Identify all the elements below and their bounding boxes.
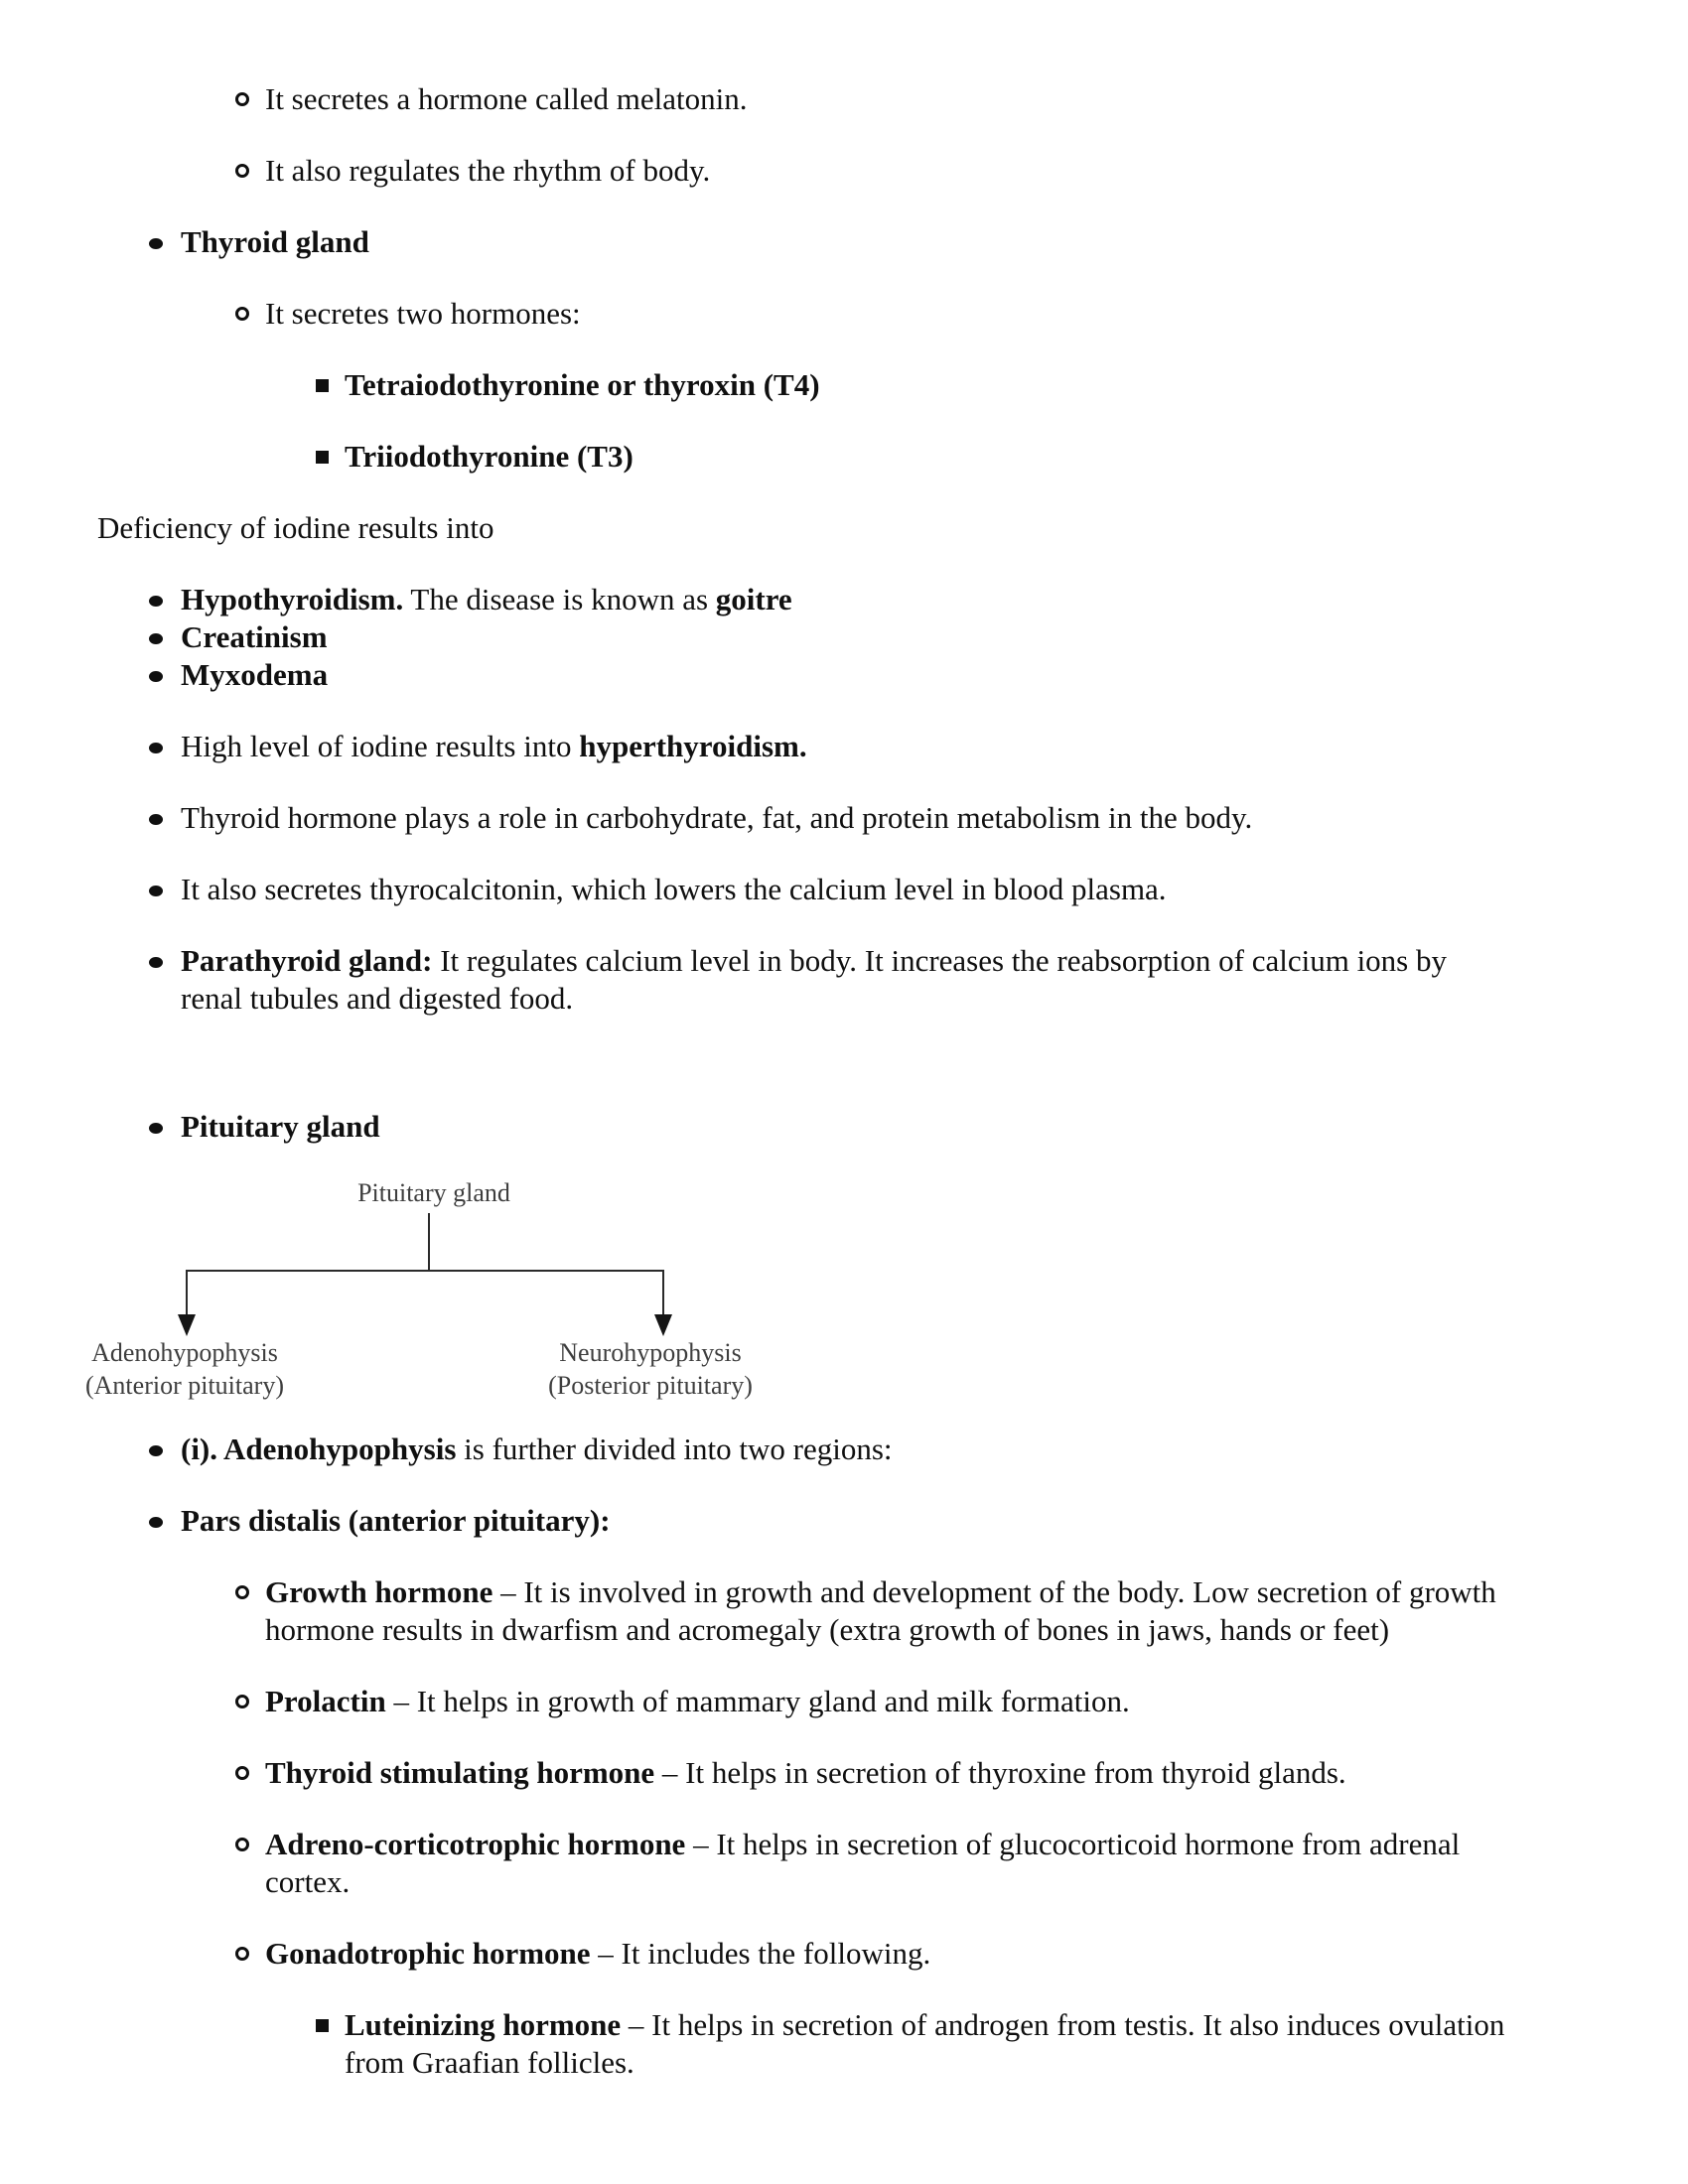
list-item-text: Creatinism xyxy=(181,619,328,654)
item-growth-hormone xyxy=(0,1573,1668,1649)
item-hypothyroidism xyxy=(0,581,1668,618)
circle-bullet-icon xyxy=(235,164,249,178)
item-thyroid-gland xyxy=(0,223,1668,261)
adenohypophysis-label: Adenohypophysis xyxy=(91,1338,278,1367)
diagram-stem-line xyxy=(428,1213,430,1270)
list-item-text: It also secretes thyrocalcitonin, which lowers the calcium level in blood plasma. xyxy=(181,872,1167,906)
circle-bullet-icon xyxy=(235,1695,249,1708)
para-iodine-deficiency xyxy=(0,509,1668,547)
diagram-right-drop-line xyxy=(662,1270,664,1316)
notes-list-bottom xyxy=(0,1431,1668,2082)
item-high-iodine xyxy=(0,728,1668,765)
disc-bullet-icon xyxy=(149,238,163,249)
list-item-text: It also regulates the rhythm of body. xyxy=(265,153,711,188)
item-myxodema xyxy=(0,656,1668,694)
item-pars-distalis xyxy=(0,1502,1668,1540)
item-adenohypophysis-division xyxy=(0,1431,1668,1468)
list-item-text: High level of iodine results into hyperthyroidism. xyxy=(181,729,807,763)
list-item-text: It secretes a hormone called melatonin. xyxy=(265,81,748,116)
posterior-pituitary-label: (Posterior pituitary) xyxy=(548,1371,753,1400)
pituitary-gland-diagram xyxy=(0,1167,1668,1414)
neurohypophysis-label: Neurohypophysis xyxy=(559,1338,742,1367)
item-creatinism xyxy=(0,618,1668,656)
item-thyrocalcitonin xyxy=(0,871,1668,908)
disc-bullet-icon xyxy=(149,633,163,644)
item-adreno-corticotrophic-hormone xyxy=(0,1826,1668,1901)
item-two-hormones xyxy=(0,295,1668,333)
list-item-text: Growth hormone – It is involved in growth and development of the body. Low secretion of growth hormone results in dwarfism and acromegaly (extra growth of bones in jaws, hands or feet) xyxy=(265,1574,1496,1647)
list-item-text: Adreno-corticotrophic hormone – It helps in secretion of glucocorticoid hormone from adrenal cortex. xyxy=(265,1827,1461,1899)
diagram-left-drop-line xyxy=(186,1270,188,1316)
disc-bullet-icon xyxy=(149,886,163,896)
circle-bullet-icon xyxy=(235,1838,249,1851)
item-prolactin xyxy=(0,1683,1668,1720)
list-item-text: Triiodothyronine (T3) xyxy=(345,439,633,474)
disc-bullet-icon xyxy=(149,1123,163,1134)
disc-bullet-icon xyxy=(149,957,163,968)
diagram-root-label: Pituitary gland xyxy=(357,1178,510,1207)
down-arrow-icon xyxy=(178,1314,196,1336)
list-item-text: Deficiency of iodine results into xyxy=(97,510,494,545)
circle-bullet-icon xyxy=(235,1947,249,1961)
item-gonadotrophic-hormone xyxy=(0,1935,1668,1973)
disc-bullet-icon xyxy=(149,1445,163,1456)
list-item-text: (i). Adenohypophysis is further divided into two regions: xyxy=(181,1432,893,1466)
square-bullet-icon xyxy=(316,451,329,464)
list-item-text: It secretes two hormones: xyxy=(265,296,581,331)
disc-bullet-icon xyxy=(149,671,163,682)
list-item-text: Luteinizing hormone – It helps in secretion of androgen from testis. It also induces ovulation from Graafian follicles. xyxy=(345,2007,1505,2080)
circle-bullet-icon xyxy=(235,1585,249,1599)
list-item-text: Gonadotrophic hormone – It includes the following. xyxy=(265,1936,931,1971)
item-luteinizing-hormone xyxy=(0,2006,1668,2082)
diagram-left-label xyxy=(46,1336,324,1402)
disc-bullet-icon xyxy=(149,814,163,825)
circle-bullet-icon xyxy=(235,92,249,106)
list-item-text: Hypothyroidism. The disease is known as goitre xyxy=(181,582,792,616)
list-item-text: Pars distalis (anterior pituitary): xyxy=(181,1503,611,1538)
circle-bullet-icon xyxy=(235,307,249,321)
list-item-text: Thyroid hormone plays a role in carbohydrate, fat, and protein metabolism in the body. xyxy=(181,800,1253,835)
square-bullet-icon xyxy=(316,2019,329,2032)
anterior-pituitary-label: (Anterior pituitary) xyxy=(85,1371,284,1400)
disc-bullet-icon xyxy=(149,1517,163,1528)
list-item-text: Thyroid gland xyxy=(181,224,369,259)
list-item-text: Myxodema xyxy=(181,657,329,692)
down-arrow-icon xyxy=(654,1314,672,1336)
disc-bullet-icon xyxy=(149,743,163,753)
diagram-right-label xyxy=(506,1336,794,1402)
item-t3 xyxy=(0,438,1668,476)
item-rhythm xyxy=(0,152,1668,190)
list-item-text: Parathyroid gland: It regulates calcium level in body. It increases the reabsorption of calcium ions by renal tubules and digested food. xyxy=(181,943,1448,1016)
item-metabolism xyxy=(0,799,1668,837)
disc-bullet-icon xyxy=(149,596,163,607)
square-bullet-icon xyxy=(316,379,329,392)
item-parathyroid xyxy=(0,942,1668,1018)
circle-bullet-icon xyxy=(235,1766,249,1780)
item-thyroid-stimulating-hormone xyxy=(0,1754,1668,1792)
list-item-text: Thyroid stimulating hormone – It helps in secretion of thyroxine from thyroid glands. xyxy=(265,1755,1346,1790)
list-item-text: Pituitary gland xyxy=(181,1109,380,1144)
list-item-text: Prolactin – It helps in growth of mammary gland and milk formation. xyxy=(265,1684,1130,1718)
item-t4 xyxy=(0,366,1668,404)
diagram-branch-line xyxy=(186,1270,664,1272)
notes-list-top xyxy=(0,80,1668,1146)
list-item-text: Tetraiodothyronine or thyroxin (T4) xyxy=(345,367,820,402)
item-pituitary-gland xyxy=(0,1108,1668,1146)
item-melatonin xyxy=(0,80,1668,118)
